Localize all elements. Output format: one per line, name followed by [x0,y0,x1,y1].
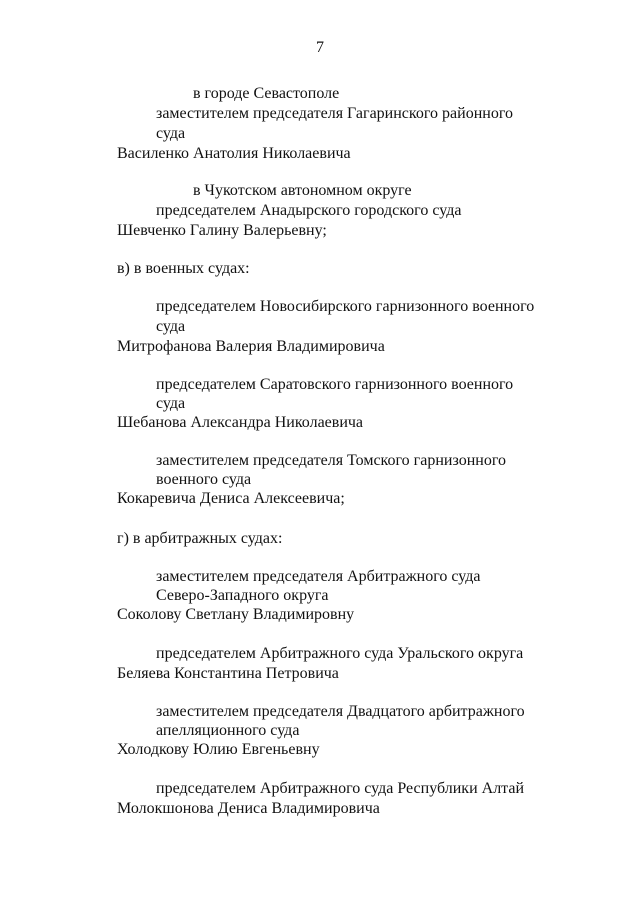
appointee-name: Молокшонова Дениса Владимировича [117,800,380,817]
appointee-name: Шебанова Александра Николаевича [117,414,364,431]
position-line: председателем Арбитражного суда Республики Алтай [156,780,525,797]
appointee-name: Кокаревича Дениса Алексеевича; [117,490,345,507]
position-line: заместителем председателя Гагаринского районного [156,105,513,122]
position-line: заместителем председателя Двадцатого арбитражного [156,703,525,720]
section-heading: г) в арбитражных судах: [117,530,283,547]
region-line: в городе Севастополе [193,85,340,102]
appointee-name: Василенко Анатолия Николаевича [117,145,351,162]
page-number: 7 [316,39,324,56]
appointee-name: Беляева Константина Петровича [117,665,339,682]
position-line: заместителем председателя Томского гарнизонного [156,452,506,469]
appointee-name: Соколову Светлану Владимировну [117,606,355,623]
position-line: апелляционного суда [156,722,300,739]
position-line: председателем Саратовского гарнизонного военного [156,376,514,393]
position-line: председателем Новосибирского гарнизонного военного [156,298,535,315]
position-line: председателем Арбитражного суда Уральского округа [156,645,524,662]
position-line: председателем Анадырского городского суда [156,202,462,219]
position-line: суда [156,318,186,335]
position-line: суда [156,125,186,142]
position-line: Северо-Западного округа [156,587,329,604]
section-heading: в) в военных судах: [117,260,250,277]
appointee-name: Митрофанова Валерия Владимировича [117,338,385,355]
position-line: заместителем председателя Арбитражного суда [156,568,481,585]
region-line: в Чукотском автономном округе [193,182,412,199]
appointee-name: Холодкову Юлию Евгеньевну [117,741,320,758]
position-line: суда [156,395,186,412]
appointee-name: Шевченко Галину Валерьевну; [117,222,327,239]
position-line: военного суда [156,471,252,488]
